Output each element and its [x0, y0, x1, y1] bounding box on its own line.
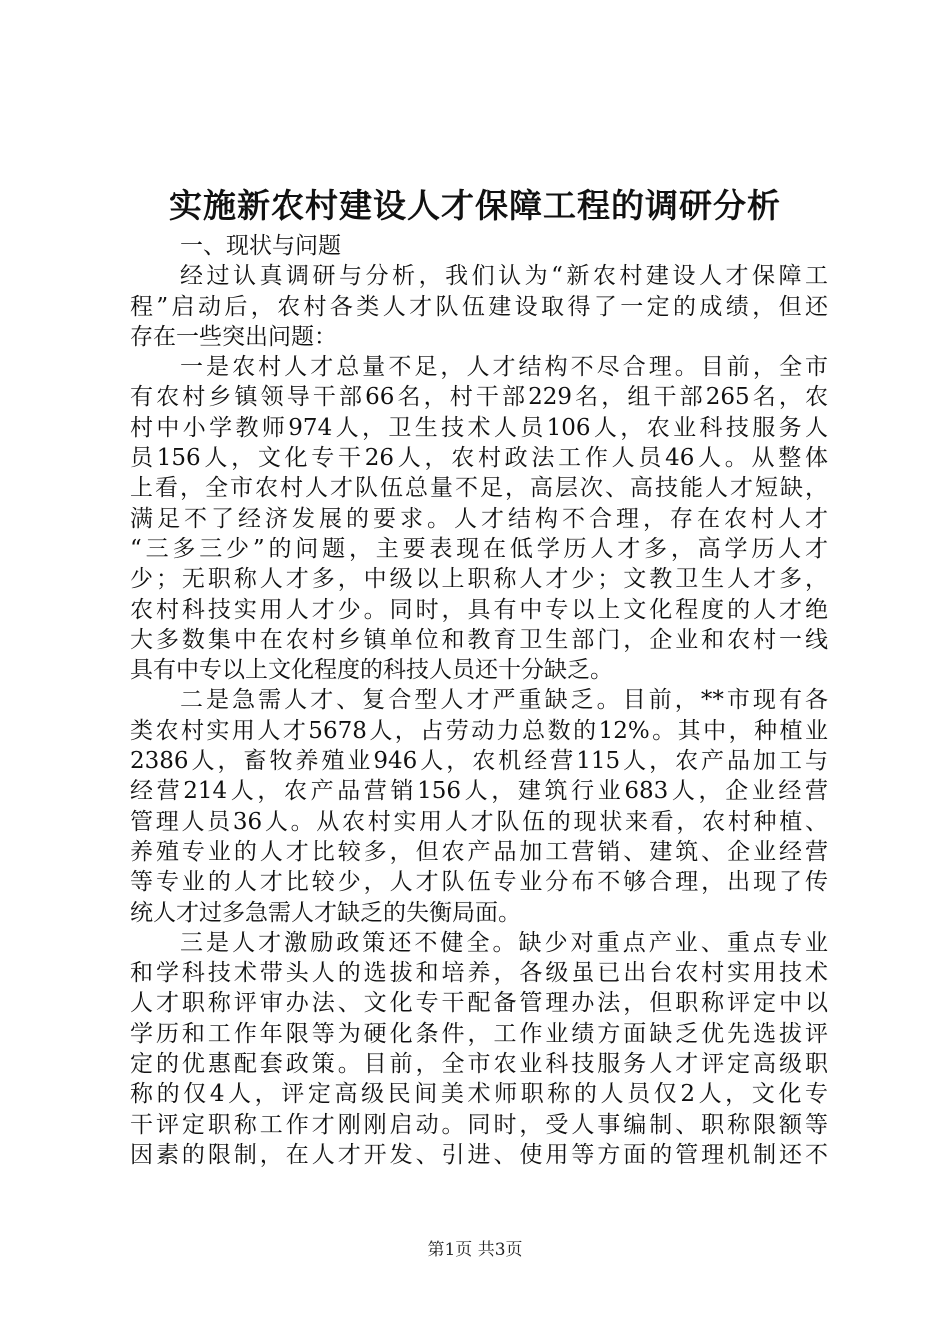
body-line: 存在一些突出问题：	[130, 323, 337, 350]
body-line: 人才职称评审办法、文化专干配备管理办法，但职称评定中以	[130, 990, 828, 1017]
document-title: 实施新农村建设人才保障工程的调研分析	[169, 186, 781, 225]
body-line: 农村科技实用人才少。同时，具有中专以上文化程度的人才绝	[130, 596, 828, 623]
body-line: 和学科技术带头人的选拔和培养，各级虽已出台农村实用技术	[130, 960, 828, 987]
body-line: 具有中专以上文化程度的科技人员还十分缺乏。	[130, 657, 613, 684]
body-line: 定的优惠配套政策。目前，全市农业科技服务人才评定高级职	[130, 1051, 828, 1078]
body-line: 一是农村人才总量不足，人才结构不尽合理。目前，全市	[180, 354, 828, 381]
page-footer: 第1页 共3页	[427, 1240, 523, 1260]
body-line: 经过认真调研与分析，我们认为“新农村建设人才保障工	[180, 263, 828, 290]
body-line: 少；无职称人才多，中级以上职称人才少；文教卫生人才多，	[130, 566, 828, 593]
body-line: 有农村乡镇领导干部66名，村干部229名，组干部265名，农	[130, 384, 828, 411]
body-line: 二是急需人才、复合型人才严重缺乏。目前，**市现有各	[180, 687, 828, 714]
body-line: 三是人才激励政策还不健全。缺少对重点产业、重点专业	[180, 929, 828, 956]
body-line: 员156人，文化专干26人，农村政法工作人员46人。从整体	[130, 445, 828, 472]
body-line: 经营214人，农产品营销156人，建筑行业683人，企业经营	[130, 778, 828, 805]
body-line: 称的仅4人，评定高级民间美术师职称的人员仅2人，文化专	[130, 1081, 828, 1108]
body-line: 等专业的人才比较少，人才队伍专业分布不够合理，出现了传	[130, 869, 828, 896]
body-line: 因素的限制，在人才开发、引进、使用等方面的管理机制还不	[130, 1141, 828, 1168]
body-line: 上看，全市农村人才队伍总量不足，高层次、高技能人才短缺，	[130, 475, 828, 502]
body-line: 统人才过多急需人才缺乏的失衡局面。	[130, 899, 521, 926]
body-line: “三多三少”的问题，主要表现在低学历人才多，高学历人才	[130, 535, 828, 562]
body-line: 一、现状与问题	[180, 233, 341, 259]
body-line: 类农村实用人才5678人，占劳动力总数的12%。其中，种植业	[130, 717, 828, 744]
body-line: 干评定职称工作才刚刚启动。同时，受人事编制、职称限额等	[130, 1111, 828, 1138]
body-line: 养殖专业的人才比较多，但农产品加工营销、建筑、企业经营	[130, 838, 828, 865]
body-line: 管理人员36人。从农村实用人才队伍的现状来看，农村种植、	[130, 808, 828, 835]
document-body	[130, 231, 828, 1170]
body-line: 大多数集中在农村乡镇单位和教育卫生部门，企业和农村一线	[130, 626, 828, 653]
body-line: 村中小学教师974人，卫生技术人员106人，农业科技服务人	[130, 414, 828, 441]
body-line: 2386人，畜牧养殖业946人，农机经营115人，农产品加工与	[130, 748, 828, 775]
body-line: 学历和工作年限等为硬化条件，工作业绩方面缺乏优先选拔评	[130, 1020, 828, 1047]
body-line: 程”启动后，农村各类人才队伍建设取得了一定的成绩，但还	[130, 293, 828, 320]
body-line: 满足不了经济发展的要求。人才结构不合理，存在农村人才	[130, 505, 828, 532]
